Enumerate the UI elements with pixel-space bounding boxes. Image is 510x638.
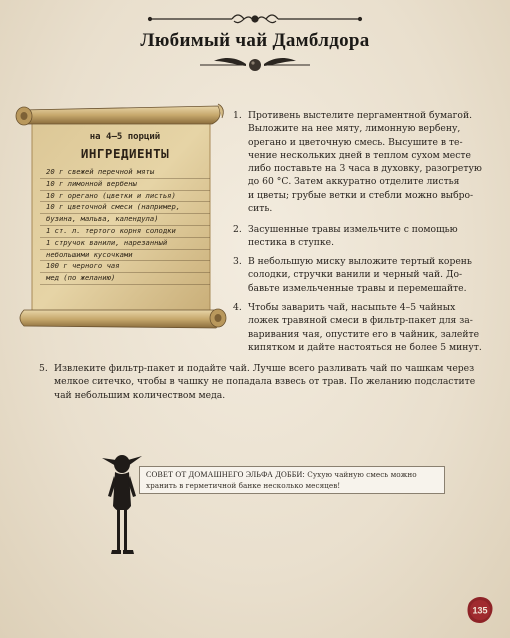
servings-label: на 4–5 порций [89,132,161,142]
step-number: 1. [233,110,242,121]
step-line: ложек травяной смеси в фильтр-пакет для за- [248,315,473,327]
ingredient-item: 10 г цветочной смеси (например, [40,202,210,214]
step-number: 2. [233,224,242,235]
step-line: мелкое ситечко, чтобы в чашку не попадала взвесь от трав. По желанию подсластите [54,376,476,388]
ingredients-heading: ИНГРЕДИЕНТЫ [80,146,170,161]
step-number: 4. [233,302,242,313]
ingredients-panel [40,132,210,285]
ingredient-item: небольшими кусочками [40,250,210,262]
step-line: пестика в ступке. [248,237,335,249]
step-line: кипятком и дайте настояться не более 5 минут. [248,341,482,353]
tip-label: СОВЕТ ОТ ДОМАШНЕГО ЭЛЬФА ДОББИ: [146,470,305,479]
page-number-seal [466,596,494,624]
step-line: В небольшую миску выложите тертый корень [248,256,472,267]
dobby-silhouette [100,446,144,560]
step-line: Чтобы заварить чай, насыпьте 4–5 чайных [248,302,456,313]
step-line: орегано и цветочную смесь. Высушите в те- [248,136,463,148]
ingredient-item: 1 ст. л. тертого корня солодки [40,226,210,238]
step-line: Засушенные травы измельчите с помощью [248,224,458,235]
step-line: варивания чая, опустите его в чайник, залейте [248,328,480,340]
step-line: солодки, стручки ванили и черный чай. До- [248,269,463,281]
tip-body-line1: Сухую чайную смесь можно [304,470,417,479]
step-5 [39,362,504,402]
ingredient-item: 100 г черного чая [40,261,210,273]
page-number: 135 [472,605,488,616]
step-line: бавьте измельченные травы и перемешайте. [248,282,467,294]
ingredient-item: 1 стручок ванили, нарезанный [40,238,210,250]
step-line: Извлеките фильтр-пакет и подайте чай. Лучше всего разливать чай по чашкам через [54,363,475,374]
dobby-tip-box [139,466,445,494]
ingredient-item: 20 г свежей перечной мяты [40,167,210,179]
ingredient-item: 10 г лимонной вербены [40,179,210,191]
step-line: либо поставьте на 3 часа в духовку, разогретую [248,163,482,175]
step-line: и цветы; грубые ветки и стебли можно выбро- [248,189,474,201]
step-line: чение нескольких дней в теплом сухом месте [248,149,471,161]
top-flourish-ornament [0,8,510,30]
ingredient-item: бузина, мальва, календула) [40,214,210,226]
step-line: чай небольшим количеством меда. [54,389,226,401]
snitch-divider-ornament [0,52,510,76]
ingredient-item: мед (по желанию) [40,273,210,285]
step-4 [233,301,500,354]
step-number: 3. [233,256,242,267]
step-line: до 60 °С. Затем аккуратно отделите листья [248,176,460,188]
step-2 [233,223,500,250]
step-line: сить. [248,203,273,215]
ingredient-item: 10 г орегано (цветки и листья) [40,191,210,203]
step-line: Выложите на нее мяту, лимонную вербену, [248,123,461,135]
tip-body-line2: хранить в герметичной банке несколько месяцев! [146,480,341,490]
step-1 [233,109,500,215]
step-3 [233,255,500,295]
step-number: 5. [39,363,48,374]
step-line: Противень выстелите пергаментной бумагой. [248,110,473,121]
page-title: Любимый чай Дамблдора [140,30,370,51]
tip-text [146,470,438,491]
